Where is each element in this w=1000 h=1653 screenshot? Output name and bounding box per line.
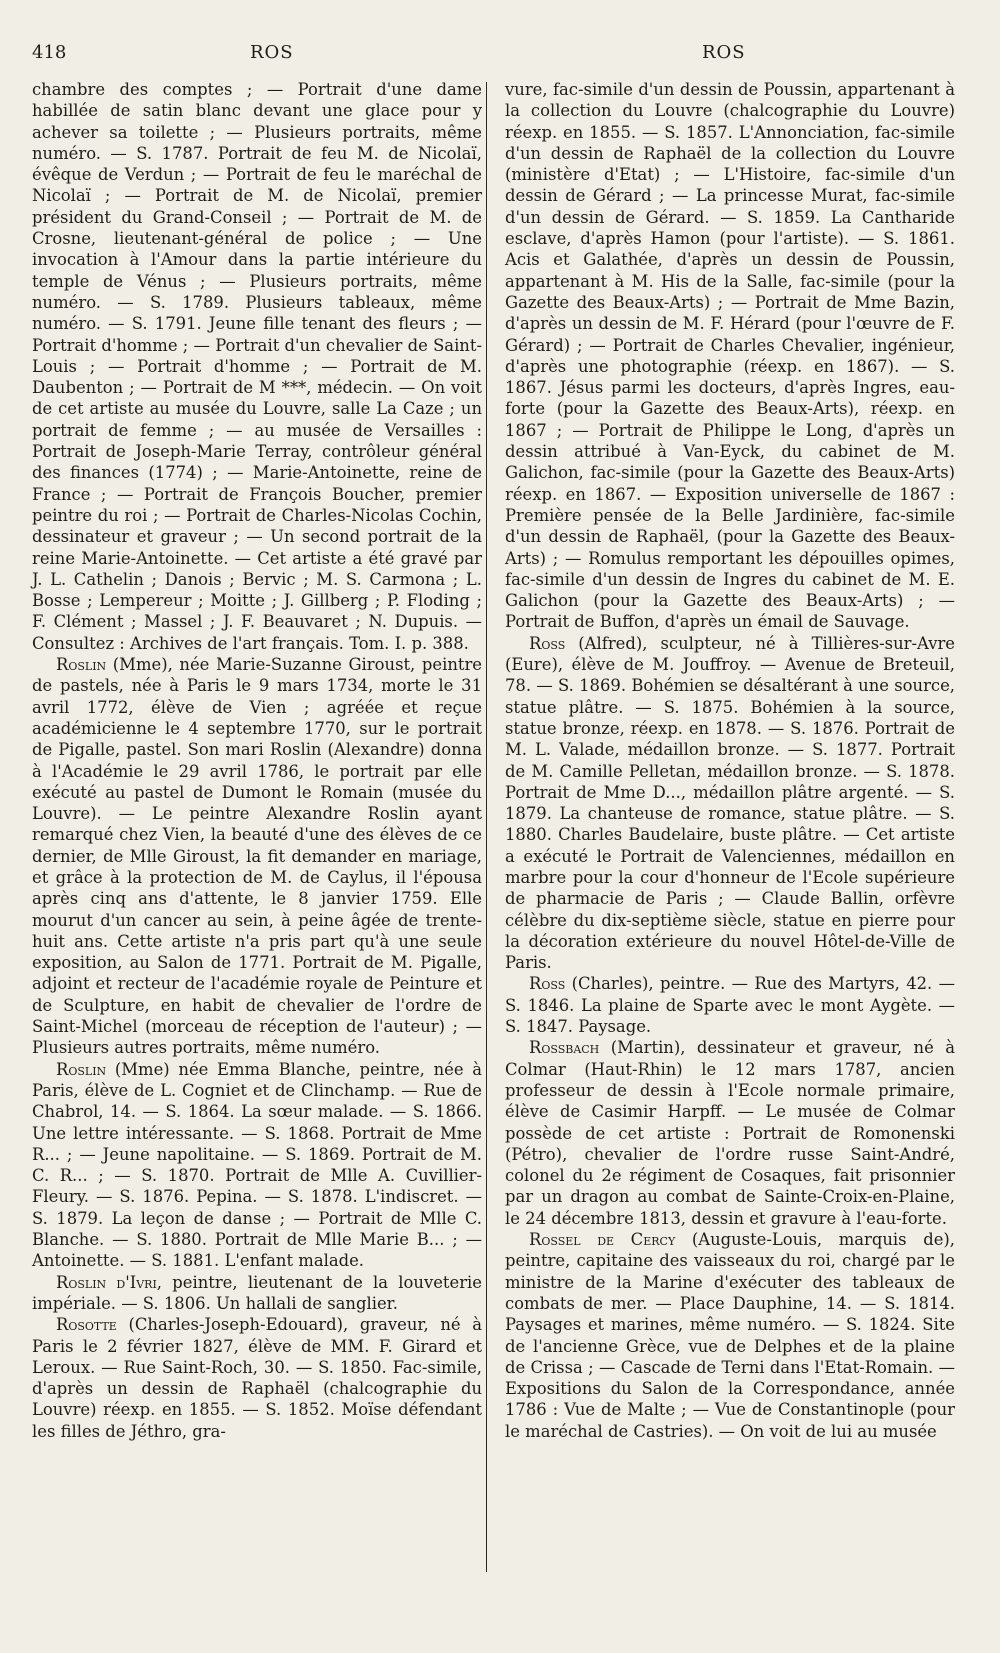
dictionary-entry <box>505 973 955 1037</box>
entry-text: (Auguste-Louis, marquis de), peintre, capitaine des vaisseaux du roi, chargé par le ministre de la Marine d'exécuter des tableaux de combats de mer. — Place Dauphine, 14. — S. 1814. Paysages et marines, même numéro. — S. 1824. Site de l'ancienne Grèce, vue de Delphes et de la plaine de Crissa ; — Cascade de Terni dans l'Etat-Romain. — Expositions du Salon de la Correspondance, année 1786 : Vue de Malte ; — Vue de Constantinople (pour le maréchal de Castries). — On voit de lui au musée <box>505 1230 955 1441</box>
entry-text: (Alfred), sculpteur, né à Tillières-sur-Avre (Eure), élève de M. Jouffroy. — Avenue de Breteuil, 78. — S. 1869. Bohémien se désaltérant à une source, statue plâtre. — S. 1875. Bohémien à la source, statue bronze, réexp. en 1878. — S. 1876. Portrait de M. L. Valade, médaillon bronze. — S. 1877. Portrait de M. Camille Pelletan, médaillon bronze. — S. 1878. Portrait de Mme D..., médaillon plâtre argenté. — S. 1879. La chanteuse de romance, statue plâtre. — S. 1880. Charles Baudelaire, buste plâtre. — Cet artiste a exécuté le Portrait de Valenciennes, médaillon en marbre pour la cour d'honneur de l'Ecole supérieure de pharmacie de Paris ; — Claude Ballin, orfèvre célèbre du dix-septième siècle, statue en pierre pour la décoration extérieure du nouvel Hôtel-de-Ville de Paris. <box>505 633 955 973</box>
dictionary-entry <box>32 1272 482 1315</box>
running-head-left: ROS <box>250 42 294 63</box>
dictionary-entry <box>505 1037 955 1229</box>
entry-headword: Ross <box>529 633 566 653</box>
entry-headword: Rossel de Cercy <box>529 1230 676 1250</box>
continuation-text: chambre des comptes ; — Portrait d'une dame habillée de satin blanc devant une glace pour y achever sa toilette ; — Plusieurs portraits, même numéro. — S. 1787. Portrait de feu M. de Nicolaï, évêque de Verdun ; — Portrait de feu le maréchal de Nicolaï ; — Portrait de M. de Nicolaï, premier président du Grand-Conseil ; — Portrait de M. de Crosne, lieutenant-général de police ; — Une invocation à l'Amour dans la partie intérieure du temple de Vénus ; — Plusieurs portraits, même numéro. — S. 1789. Plusieurs tableaux, même numéro. — S. 1791. Jeune fille tenant des fleurs ; — Portrait d'homme ; — Portrait d'un chevalier de Saint-Louis ; — Portrait d'homme ; — Portrait de M. Daubenton ; — Portrait de M ***, médecin. — On voit de cet artiste au musée du Louvre, salle La Caze ; un portrait de femme ; — au musée de Versailles : Portrait de Joseph-Marie Terray, contrôleur général des finances (1774) ; — Marie-Antoinette, reine de France ; — Portrait de François Boucher, premier peintre du roi ; — Portrait de Charles-Nicolas Cochin, dessinateur et graveur ; — Un second portrait de la reine Marie-Antoinette. — Cet artiste a été gravé par J. L. Cathelin ; Danois ; Bervic ; M. S. Carmona ; L. Bosse ; Lempereur ; Moitte ; J. Gillberg ; P. Floding ; F. Clément ; Massel ; J. F. Beauvaret ; N. Dupuis. — Consultez : Archives de l'art français. Tom. I. p. 388. <box>32 80 482 653</box>
dictionary-entry <box>505 633 955 974</box>
entry-text: (Mme) née Emma Blanche, peintre, née à Paris, élève de L. Cogniet et de Clinchamp. — Rue de Chabrol, 14. — S. 1864. La sœur malade. — S. 1866. Une lettre intéressante. — S. 1868. Portrait de Mme R... ; — Jeune napolitaine. — S. 1869. Portrait de M. C. R... ; — S. 1870. Portrait de Mlle A. Cuvillier-Fleury. — S. 1876. Pepina. — S. 1878. L'indiscret. — S. 1879. La leçon de danse ; — Portrait de Mlle C. Blanche. — S. 1880. Portrait de Mlle Marie B... ; — Antoinette. — S. 1881. L'enfant malade. <box>32 1059 482 1271</box>
entry-text: (Charles-Joseph-Edouard), graveur, né à Paris le 2 février 1827, élève de MM. F. Girard et Leroux. — Rue Saint-Roch, 30. — S. 1850. Fac-simile, d'après un dessin de Raphaël (chalcographie du Louvre) réexp. en 1855. — S. 1852. Moïse défendant les filles de Jéthro, gra- <box>32 1315 482 1441</box>
page-header <box>32 42 962 72</box>
entry-headword: Roslin <box>56 1059 107 1079</box>
entry-headword: Ross <box>529 974 566 994</box>
running-head-right: ROS <box>702 42 746 63</box>
entry-text: , peintre, lieutenant de la louveterie impériale. — S. 1806. Un hallali de sanglier. <box>32 1272 482 1313</box>
right-column <box>505 79 955 1442</box>
dictionary-entry <box>32 1314 482 1442</box>
dictionary-entry <box>32 654 482 1059</box>
continuation-text: vure, fac-simile d'un dessin de Poussin, appartenant à la collection du Louvre (chalcographie du Louvre) réexp. en 1855. — S. 1857. L'Annonciation, fac-simile d'un dessin de Raphaël de la collection du Louvre (ministère d'Etat) ; — L'Histoire, fac-simile d'un dessin de Gérard ; — La princesse Murat, fac-simile d'un dessin de Gérard. — S. 1859. La Cantharide esclave, d'après Hamon (pour l'artiste). — S. 1861. Acis et Galathée, d'après un dessin de Poussin, appartenant à M. His de la Salle, fac-simile (pour la Gazette des Beaux-Arts) ; — Portrait de Mme Bazin, d'après un dessin de M. F. Hérard (pour l'œuvre de F. Gérard) ; — Portrait de Charles Chevalier, ingénieur, d'après une photographie (réexp. en 1867). — S. 1867. Jésus parmi les docteurs, d'après Ingres, eau-forte (pour la Gazette des Beaux-Arts), réexp. en 1867 ; — Portrait de Philippe le Long, d'après un dessin attribué à Van-Eyck, du cabinet de M. Galichon, fac-simile (pour la Gazette des Beaux-Arts) réexp. en 1867. — Exposition universelle de 1867 : Première pensée de la Belle Jardinière, fac-simile d'un dessin de Raphaël, (pour la Gazette des Beaux-Arts) ; — Romulus remportant les dépouilles opimes, fac-simile d'un dessin de Ingres du cabinet de M. E. Galichon (pour la Gazette des Beaux-Arts) ; — Portrait de Buffon, d'après un émail de Sauvage. <box>505 80 955 632</box>
dictionary-entry <box>505 1229 955 1442</box>
entry-headword: Rosotte <box>56 1315 117 1335</box>
page-number: 418 <box>32 42 67 63</box>
entry-text: (Mme), née Marie-Suzanne Giroust, peintre de pastels, née à Paris le 9 mars 1734, morte le 31 avril 1772, élève de Vien ; agréée et reçue académicienne le 4 septembre 1770, sur le portrait de Pigalle, pastel. Son mari Roslin (Alexandre) donna à l'Académie le 29 avril 1786, le portrait par elle exécuté au pastel de Dumont le Romain (musée du Louvre). — Le peintre Alexandre Roslin ayant remarqué chez Vien, la beauté d'une des élèves de ce dernier, de Mlle Giroust, la fit demander en mariage, et grâce à la protection de M. de Caylus, il l'épousa après cinq ans d'attente, le 8 janvier 1759. Elle mourut d'un cancer au sein, à peine âgée de trente-huit ans. Cette artiste n'a pris part qu'à une seule exposition, au Salon de 1771. Portrait de M. Pigalle, adjoint et recteur de l'académie royale de Peinture et de Sculpture, en habit de chevalier de l'ordre de Saint-Michel (morceau de réception de l'auteur) ; — Plusieurs autres portraits, même numéro. <box>32 655 482 1058</box>
column-divider <box>486 82 487 1572</box>
entry-headword: Roslin d'Ivri <box>56 1272 157 1292</box>
entry-headword: Roslin <box>56 655 107 675</box>
entry-text: (Charles), peintre. — Rue des Martyrs, 42. — S. 1846. La plaine de Sparte avec le mont Aygète. — S. 1847. Paysage. <box>505 974 955 1037</box>
left-column <box>32 79 482 1442</box>
dictionary-entry <box>32 1059 482 1272</box>
entry-headword: Rossbach <box>529 1038 600 1058</box>
entry-text: (Martin), dessinateur et graveur, né à Colmar (Haut-Rhin) le 12 mars 1787, ancien professeur de dessin à l'Ecole normale primaire, élève de Casimir Harpff. — Le musée de Colmar possède de cet artiste : Portrait de Romonenski (Pétro), chevalier de l'ordre russe Saint-André, colonel du 2e régiment de Cosaques, fait prisonnier par un dragon au combat de Sainte-Croix-en-Plaine, le 24 décembre 1813, dessin et gravure à l'eau-forte. <box>505 1038 955 1228</box>
